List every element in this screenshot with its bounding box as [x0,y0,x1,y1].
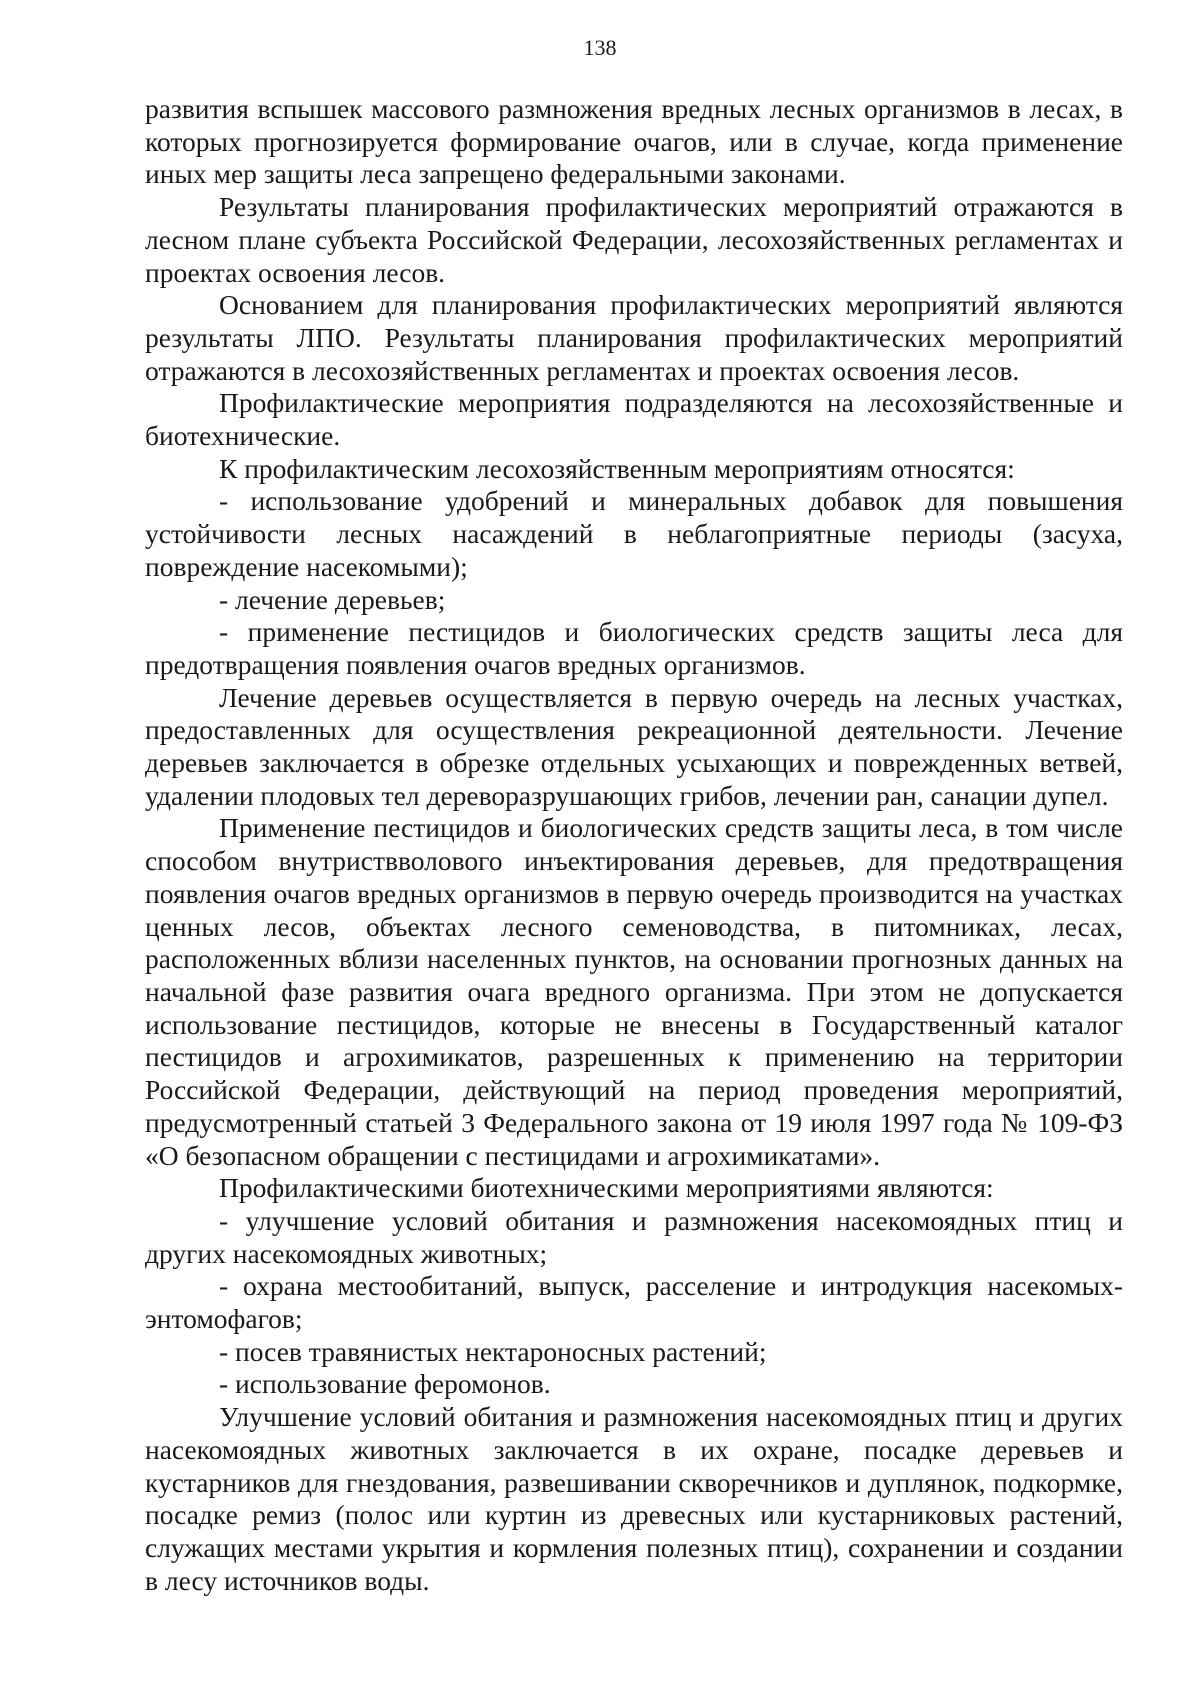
paragraph: развития вспышек массового размножения вредных лесных организмов в лесах, в которых прогнозируется формирование очагов, или в случае, когда применение иных мер защиты леса запрещено федеральными законами. [145,93,1123,190]
list-item: - посев травянистых нектароносных растений; [219,1335,767,1367]
paragraph: Лечение деревьев осуществляется в первую очередь на лесных участках, предоставленных для осуществления рекреационной деятельности. Лечение деревьев заключается в обрезке отдельных усыхающих и поврежденных ветвей, удалении плодовых тел дереворазрушающих грибов, лечении ран, санации дупел. [145,681,1123,811]
paragraph: Основанием для планирования профилактических мероприятий являются результаты ЛПО. Результаты планирования профилактических мероприятий отражаются в лесохозяйственных регламентах и проектах освоения лесов. [145,289,1123,386]
paragraph: Профилактическими биотехническими мероприятиями являются: [219,1172,994,1204]
list-item: - улучшение условий обитания и размножения насекомоядных птиц и других насекомоядных животных; [145,1204,1123,1269]
page-number: 138 [583,35,617,60]
paragraph: Результаты планирования профилактических мероприятий отражаются в лесном плане субъекта Российской Федерации, лесохозяйственных регламентах и проектах освоения лесов. [145,191,1123,288]
list-item: - использование феромонов. [219,1368,551,1400]
paragraph: К профилактическим лесохозяйственным мероприятиям относятся: [219,452,1015,484]
list-item: - использование удобрений и минеральных добавок для повышения устойчивости лесных насаждений в неблагоприятные периоды (засуха, повреждение насекомыми); [145,485,1123,582]
list-item: - применение пестицидов и биологических средств защиты леса для предотвращения появления очагов вредных организмов. [145,616,1123,680]
list-item: - лечение деревьев; [219,583,446,615]
paragraph: Применение пестицидов и биологических средств защиты леса, в том числе способом внутриствволового инъектирования деревьев, для предотвращения появления очагов вредных организмов в первую очередь производится на участках ценных лесов, объектах лесного семеноводства, в питомниках, лесах, расположенных вблизи населенных пунктов, на основании прогнозных данных на начальной фазе развития очага вредного организма. При этом не допускается использование пестицидов, которые не внесены в Государственный каталог пестицидов и агрохимикатов, разрешенных к применению на территории Российской Федерации, действующий на период проведения мероприятий, предусмотренный статьей 3 Федерального закона от 19 июля 1997 года № 109-ФЗ «О безопасном обращении с пестицидами и агрохимикатами». [145,812,1123,1171]
list-item: - охрана местообитаний, выпуск, расселение и интродукция насекомых-энтомофагов; [145,1270,1123,1335]
paragraph: Профилактические мероприятия подразделяются на лесохозяйственные и биотехнические. [145,387,1123,452]
paragraph: Улучшение условий обитания и размножения насекомоядных птиц и других насекомоядных животных заключается в их охране, посадке деревьев и кустарников для гнездования, развешивании скворечников и дуплянок, подкормке, посадке ремиз (полос или куртин из древесных или кустарниковых растений, служащих местами укрытия и кормления полезных птиц), сохранении и создании в лесу источников воды. [145,1401,1123,1596]
document-body [145,93,1123,1597]
